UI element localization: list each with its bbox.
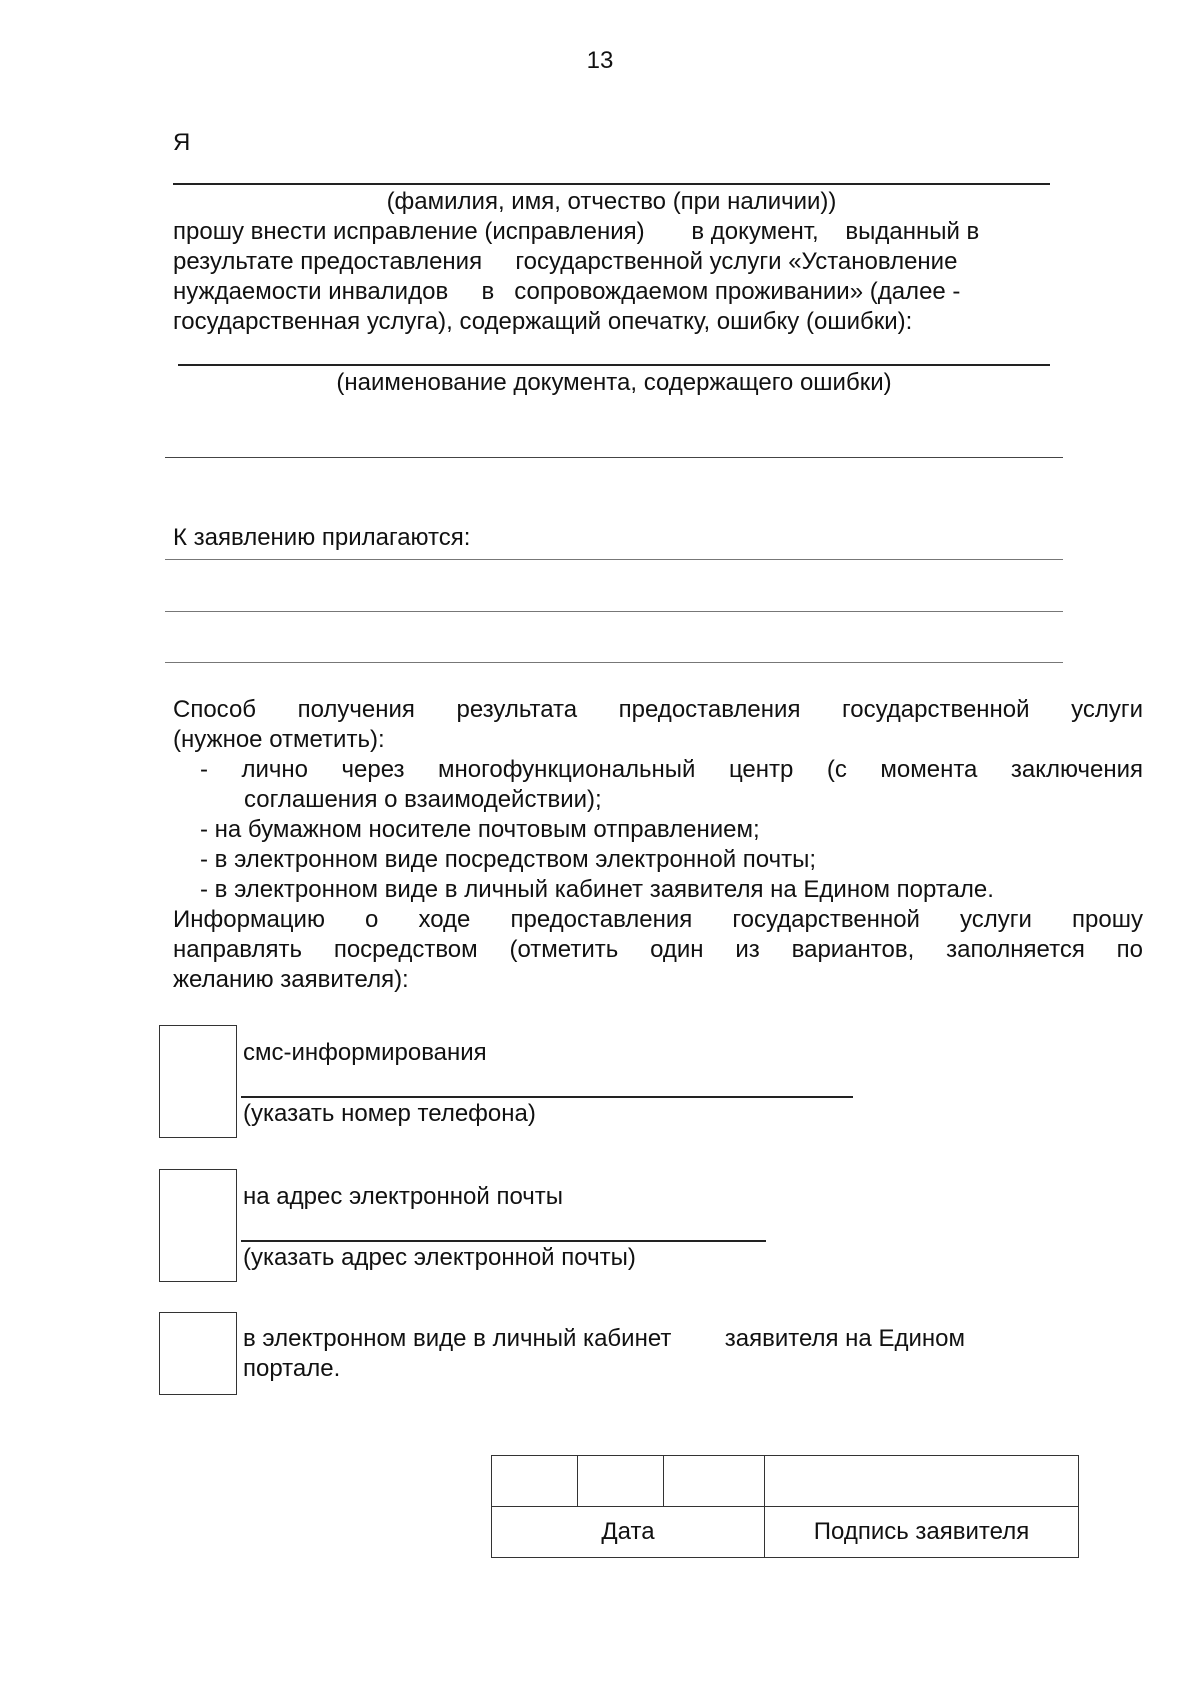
email-address-line[interactable]	[241, 1240, 766, 1242]
sms-label: смс-информирования	[243, 1039, 487, 1066]
result-option-mfc: - лично через многофункциональный центр (с момента заключения	[200, 756, 1143, 783]
email-label: на адрес электронной почты	[243, 1183, 564, 1210]
attachment-line-3[interactable]	[165, 662, 1063, 663]
page-number: 13	[586, 47, 614, 74]
document-name-line[interactable]	[178, 364, 1050, 366]
applicant-name-line[interactable]	[173, 183, 1050, 185]
request-line: прошу внести исправление (исправления) в документ, выданный в	[173, 218, 980, 245]
signature-cell[interactable]	[765, 1456, 1079, 1507]
result-option-mfc-cont: соглашения о взаимодействии);	[244, 786, 602, 813]
attachment-line-2[interactable]	[165, 611, 1063, 612]
email-checkbox[interactable]	[159, 1169, 237, 1282]
request-line: государственная услуга), содержащий опечатку, ошибку (ошибки):	[173, 308, 913, 335]
document-caption: (наименование документа, содержащего ошибки)	[336, 369, 892, 396]
info-method-line-3: желанию заявителя):	[173, 966, 409, 993]
signature-table	[491, 1455, 1079, 1558]
date-day-cell[interactable]	[492, 1456, 578, 1507]
sms-caption: (указать номер телефона)	[243, 1100, 536, 1127]
attachment-line-1[interactable]	[165, 559, 1063, 560]
phone-number-line[interactable]	[241, 1096, 853, 1098]
date-month-cell[interactable]	[578, 1456, 664, 1507]
portal-label: в электронном виде в личный кабинет заявителя на Едином	[243, 1325, 965, 1352]
result-option-post: - на бумажном носителе почтовым отправлением;	[200, 816, 760, 843]
result-option-portal: - в электронном виде в личный кабинет заявителя на Едином портале.	[200, 876, 994, 903]
error-details-line[interactable]	[165, 457, 1063, 458]
result-method-heading: Способ получения результата предоставления государственной услуги	[173, 696, 1143, 723]
email-caption: (указать адрес электронной почты)	[243, 1244, 636, 1271]
result-method-hint: (нужное отметить):	[173, 726, 385, 753]
portal-label-cont: портале.	[243, 1355, 341, 1382]
signature-label: Подпись заявителя	[765, 1507, 1079, 1558]
info-method-line-2: направлять посредством (отметить один из вариантов, заполняется по	[173, 936, 1143, 963]
request-line: результате предоставления государственной услуги «Установление	[173, 248, 958, 275]
info-method-line-1: Информацию о ходе предоставления государственной услуги прошу	[173, 906, 1143, 933]
name-caption: (фамилия, имя, отчество (при наличии))	[386, 188, 837, 215]
attachments-label: К заявлению прилагаются:	[173, 524, 471, 551]
date-label: Дата	[492, 1507, 765, 1558]
applicant-intro: Я	[173, 129, 191, 156]
result-option-email: - в электронном виде посредством электронной почты;	[200, 846, 816, 873]
request-line: нуждаемости инвалидов в сопровождаемом проживании» (далее -	[173, 278, 961, 305]
portal-checkbox[interactable]	[159, 1312, 237, 1395]
sms-checkbox[interactable]	[159, 1025, 237, 1138]
date-year-cell[interactable]	[664, 1456, 765, 1507]
